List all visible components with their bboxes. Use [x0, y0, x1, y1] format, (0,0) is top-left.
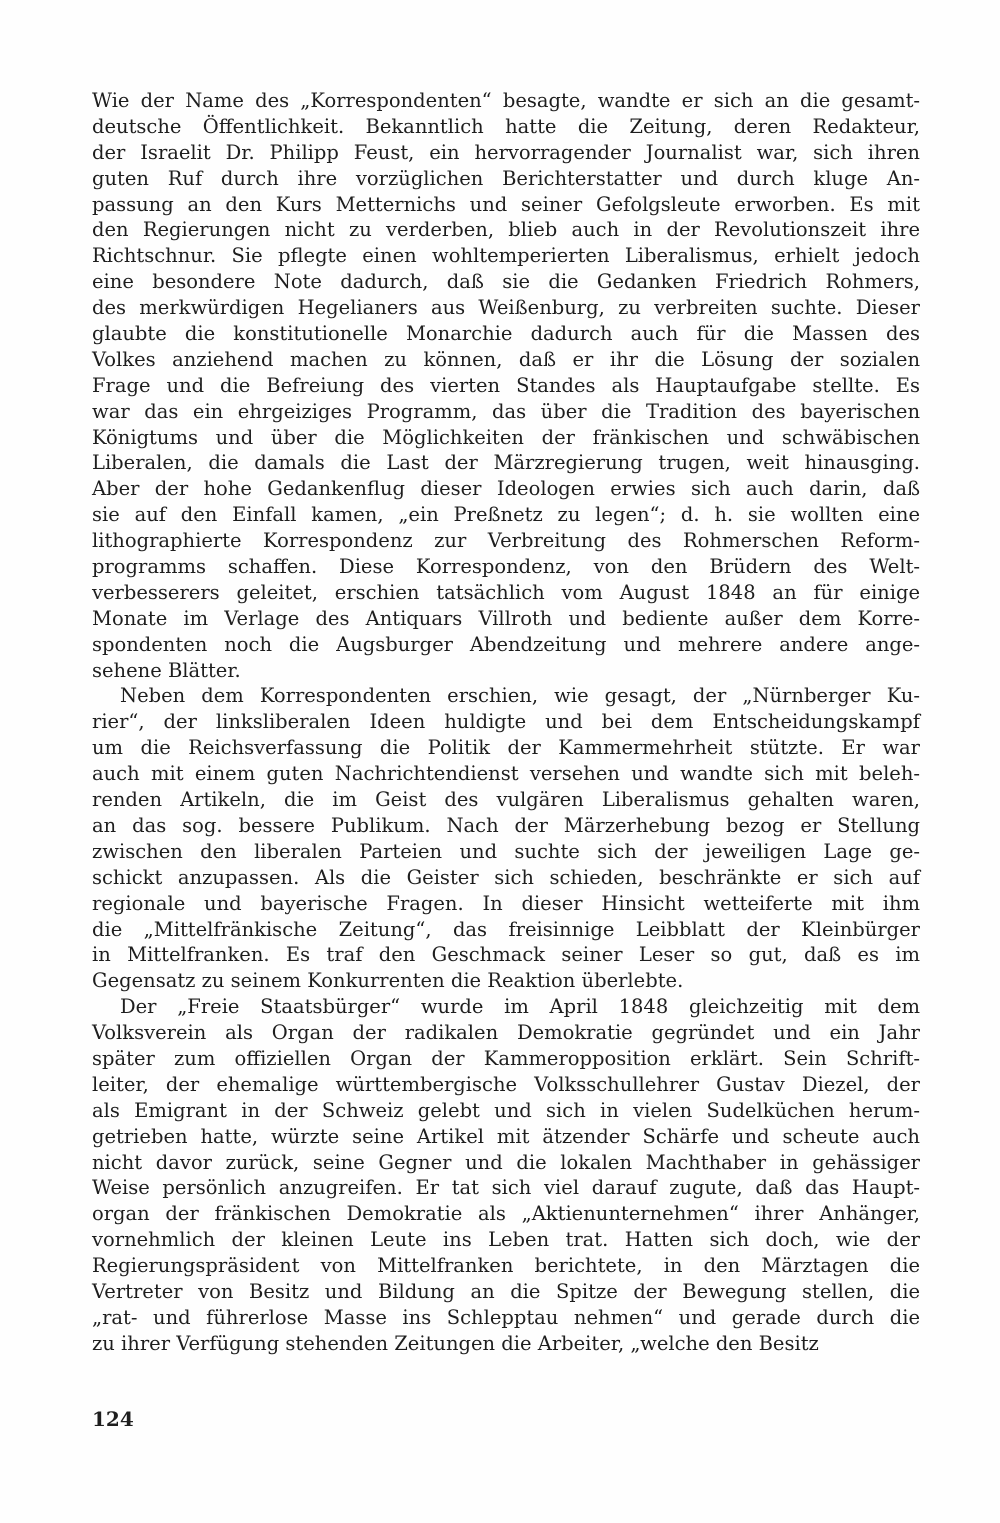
text-line: war das ein ehrgeiziges Programm, das über die Tradition des bayerischen: [92, 399, 920, 423]
text-line: regionale und bayerische Fragen. In dieser Hinsicht wetteiferte mit ihm: [92, 891, 920, 915]
text-line: deutsche Öffentlichkeit. Bekanntlich hatte die Zeitung, deren Redakteur,: [92, 114, 920, 138]
text-line: schickt anzupassen. Als die Geister sich schieden, beschränkte er sich auf: [92, 865, 920, 889]
text-line: Regierungspräsident von Mittelfranken berichtete, in den Märztagen die: [92, 1254, 920, 1278]
text-line: Monate im Verlage des Antiquars Villroth und bediente außer dem Korre-: [92, 606, 920, 630]
text-line: „rat- und führerlose Masse ins Schlepptau nehmen“ und gerade durch die: [92, 1305, 920, 1329]
text-line: getrieben hatte, würzte seine Artikel mit ätzender Schärfe und scheute auch: [92, 1124, 920, 1148]
text-line: Liberalen, die damals die Last der Märzregierung trugen, weit hinausging.: [92, 451, 920, 475]
page-number: 124: [92, 1407, 134, 1431]
text-line: renden Artikeln, die im Geist des vulgären Liberalismus gehalten waren,: [92, 788, 920, 812]
text-line: später zum offiziellen Organ der Kammeropposition erklärt. Sein Schrift-: [92, 1046, 920, 1070]
text-line: den Regierungen nicht zu verderben, blieb auch in der Revolutionszeit ihre: [92, 218, 920, 242]
text-line: in Mittelfranken. Es traf den Geschmack seiner Leser so gut, daß es im: [92, 943, 920, 967]
body-text: [92, 88, 920, 1357]
text-line: auch mit einem guten Nachrichtendienst versehen und wandte sich mit beleh-: [92, 762, 920, 786]
text-line: passung an den Kurs Metternichs und seiner Gefolgsleute erworben. Es mit: [92, 192, 920, 216]
text-line: leiter, der ehemalige württembergische Volksschullehrer Gustav Diezel, der: [92, 1072, 920, 1096]
text-line: des merkwürdigen Hegelianers aus Weißenburg, zu verbreiten suchte. Dieser: [92, 296, 920, 320]
text-line: um die Reichsverfassung die Politik der Kammermehrheit stützte. Er war: [92, 736, 920, 760]
text-line: zu ihrer Verfügung stehenden Zeitungen die Arbeiter, „welche den Besitz: [92, 1331, 819, 1355]
paragraph: [92, 88, 920, 683]
text-line: Gegensatz zu seinem Konkurrenten die Reaktion überlebte.: [92, 969, 684, 993]
text-line: guten Ruf durch ihre vorzüglichen Berichterstatter und durch kluge An-: [92, 166, 920, 190]
text-line: sehene Blätter.: [92, 658, 241, 682]
text-line: Der „Freie Staatsbürger“ wurde im April 1848 gleichzeitig mit dem: [120, 995, 920, 1019]
text-line: vornehmlich der kleinen Leute ins Leben trat. Hatten sich doch, wie der: [92, 1228, 920, 1252]
text-line: der Israelit Dr. Philipp Feust, ein hervorragender Journalist war, sich ihren: [92, 140, 920, 164]
text-line: programms schaffen. Diese Korrespondenz, von den Brüdern des Welt-: [92, 555, 920, 579]
text-line: Aber der hohe Gedankenflug dieser Ideologen erwies sich auch darin, daß: [92, 477, 920, 501]
text-line: rier“, der linksliberalen Ideen huldigte und bei dem Entscheidungskampf: [92, 710, 920, 734]
text-line: lithographierte Korrespondenz zur Verbreitung des Rohmerschen Reform-: [92, 529, 920, 553]
text-line: Volksverein als Organ der radikalen Demokratie gegründet und ein Jahr: [92, 1021, 920, 1045]
paragraph: [92, 994, 920, 1356]
text-line: Wie der Name des „Korrespondenten“ besagte, wandte er sich an die gesamt-: [92, 89, 920, 112]
text-line: Neben dem Korrespondenten erschien, wie gesagt, der „Nürnberger Ku-: [120, 684, 920, 708]
text-line: verbesserers geleitet, erschien tatsächlich vom August 1848 an für einige: [92, 580, 920, 604]
text-line: die „Mittelfränkische Zeitung“, das freisinnige Leibblatt der Kleinbürger: [92, 917, 920, 941]
text-line: organ der fränkischen Demokratie als „Aktienunternehmen“ ihrer Anhänger,: [92, 1202, 920, 1226]
text-line: eine besondere Note dadurch, daß sie die Gedanken Friedrich Rohmers,: [92, 270, 920, 294]
text-line: sie auf den Einfall kamen, „ein Preßnetz zu legen“; d. h. sie wollten eine: [92, 503, 920, 527]
text-line: Frage und die Befreiung des vierten Standes als Hauptaufgabe stellte. Es: [92, 373, 920, 397]
text-line: Königtums und über die Möglichkeiten der fränkischen und schwäbischen: [92, 425, 920, 449]
text-line: Weise persönlich anzugreifen. Er tat sich viel darauf zugute, daß das Haupt-: [92, 1176, 920, 1200]
text-line: Vertreter von Besitz und Bildung an die Spitze der Bewegung stellen, die: [92, 1279, 920, 1303]
text-line: glaubte die konstitutionelle Monarchie dadurch auch für die Massen des: [92, 322, 920, 346]
text-line: an das sog. bessere Publikum. Nach der Märzerhebung bezog er Stellung: [92, 813, 920, 837]
text-line: Richtschnur. Sie pflegte einen wohltemperierten Liberalismus, erhielt jedoch: [92, 244, 920, 268]
text-line: zwischen den liberalen Parteien und suchte sich der jeweiligen Lage ge-: [92, 839, 920, 863]
text-line: als Emigrant in der Schweiz gelebt und sich in vielen Sudelküchen herum-: [92, 1098, 920, 1122]
text-line: spondenten noch die Augsburger Abendzeitung und mehrere andere ange-: [92, 632, 920, 656]
paragraph: [92, 683, 920, 994]
text-line: nicht davor zurück, seine Gegner und die lokalen Machthaber in gehässiger: [92, 1150, 920, 1174]
text-line: Volkes anziehend machen zu können, daß er ihr die Lösung der sozialen: [92, 347, 920, 371]
